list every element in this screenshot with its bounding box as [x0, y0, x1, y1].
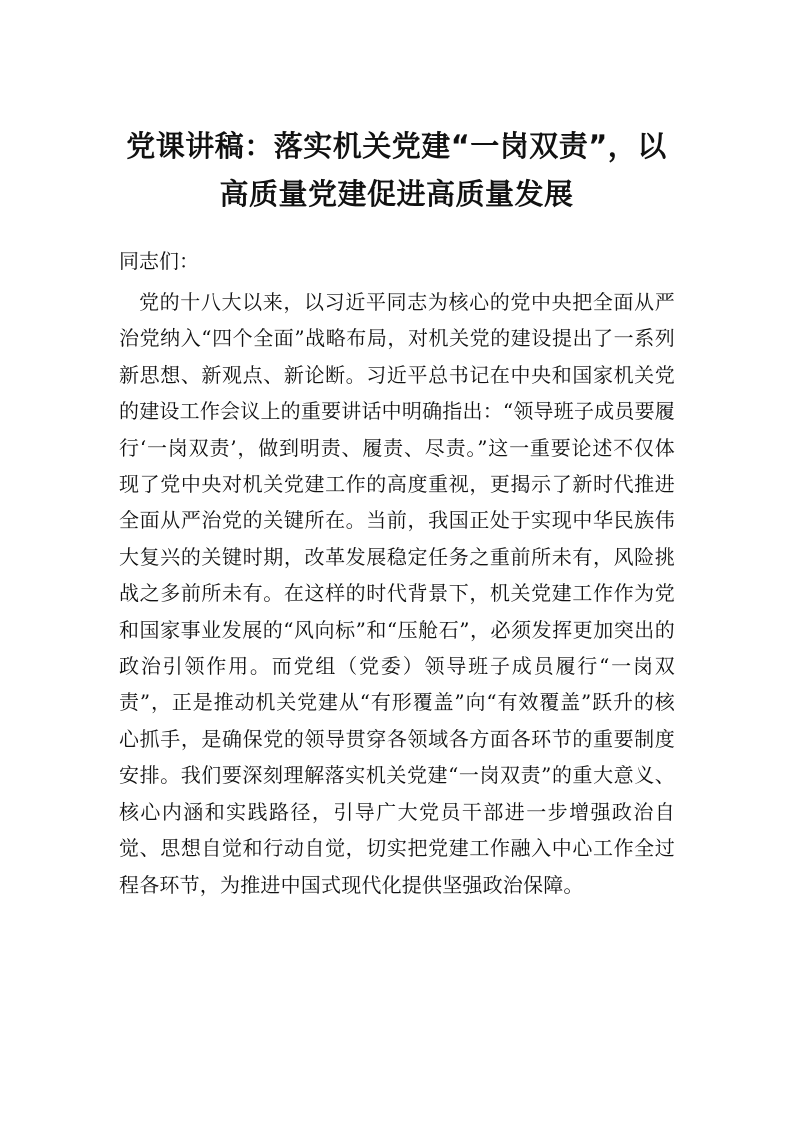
title-line-1: 党课讲稿：落实机关党建“一岗双责”，以 [126, 129, 667, 163]
document-title [95, 122, 698, 218]
title-line-2: 高质量党建促进高质量发展 [219, 177, 574, 211]
body-paragraph: 党的十八大以来，以习近平同志为核心的党中央把全面从严治党纳入“四个全面”战略布局，对机关党的建设提出了一系列新思想、新观点、新论断。习近平总书记在中央和国家机关党的建设工作会议上的重要讲话中明确指出：“领导班子成员要履行‘一岗双责’，做到明责、履责、尽责。”这一重要论述不仅体现了党中央对机关党建工作的高度重视，更揭示了新时代推进全面从严治党的关键所在。当前，我国正处于实现中华民族伟大复兴的关键时期，改革发展稳定任务之重前所未有，风险挑战之多前所未有。在这样的时代背景下，机关党建工作作为党和国家事业发展的“风向标”和“压舱石”，必须发挥更加突出的政治引领作用。而党组（党委）领导班子成员履行“一岗双责”，正是推动机关党建从“有形覆盖”向“有效覆盖”跃升的核心抓手，是确保党的领导贯穿各领域各方面各环节的重要制度安排。我们要深刻理解落实机关党建“一岗双责”的重大意义、核心内涵和实践路径，引导广大党员干部进一步增强政治自觉、思想自觉和行动自觉，切实把党建工作融入中心工作全过程各环节，为推进中国式现代化提供坚强政治保障。 [119, 290, 675, 897]
salutation: 同志们： [119, 249, 199, 273]
